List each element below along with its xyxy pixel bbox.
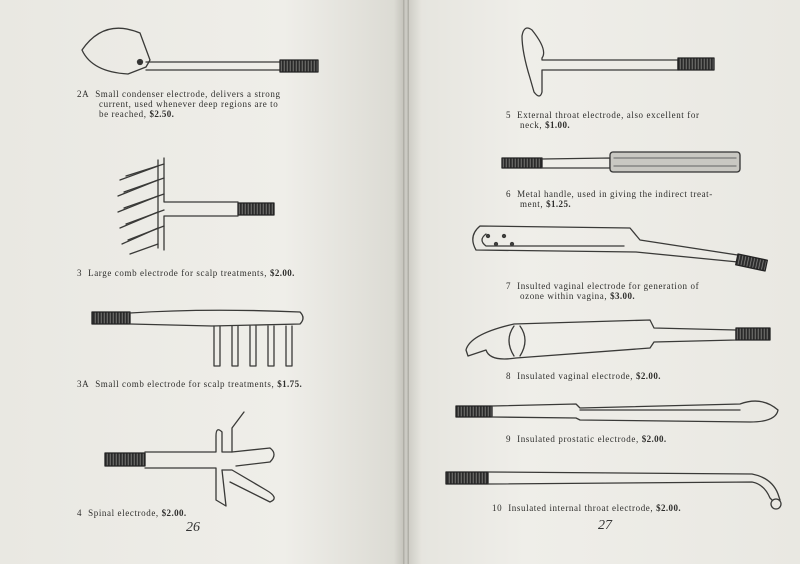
caption-4 (77, 508, 277, 518)
caption-text: Metal handle, used in giving the indirect treat- (517, 189, 713, 199)
insulated-vaginal-ozone-electrode-illustration (473, 226, 768, 271)
caption-5 (506, 110, 746, 130)
page-number-left: 26 (186, 520, 200, 535)
caption-10 (492, 503, 752, 513)
small-comb-electrode-illustration (92, 310, 303, 366)
caption-text: External throat electrode, also excellent for (517, 110, 700, 120)
metal-handle-illustration (502, 152, 740, 172)
caption-3a (77, 379, 327, 389)
condenser-electrode-illustration (82, 28, 318, 74)
caption-text: be reached, (99, 109, 147, 119)
caption-7 (506, 281, 746, 301)
caption-text: Insulted vaginal electrode for generation of (517, 281, 700, 291)
external-throat-electrode-illustration (522, 28, 714, 96)
price: $2.00. (656, 503, 682, 513)
caption-text: neck, (520, 120, 543, 130)
item-number: 10 (492, 503, 503, 513)
item-number: 9 (506, 434, 512, 444)
item-number: 8 (506, 371, 512, 381)
price: $1.00. (545, 120, 571, 130)
caption-text: Large comb electrode for scalp treatments, (88, 268, 268, 278)
large-comb-electrode-illustration (118, 158, 274, 254)
price: $1.75. (277, 379, 303, 389)
caption-text: ozone within vagina, (520, 291, 608, 301)
price: $2.00. (269, 268, 295, 278)
caption-9 (506, 434, 746, 444)
caption-8 (506, 371, 746, 381)
page-number-right: 27 (598, 518, 612, 533)
caption-6 (506, 189, 746, 209)
item-number: 6 (506, 189, 512, 199)
price: $2.50. (149, 109, 175, 119)
caption-text: Small comb electrode for scalp treatments, (95, 379, 275, 389)
caption-text: ment, (520, 199, 544, 209)
caption-text: Insulated internal throat electrode, (508, 503, 654, 513)
price: $3.00. (610, 291, 635, 301)
item-number: 3 (77, 268, 83, 278)
price: $2.00. (161, 508, 187, 518)
price: $1.25. (546, 199, 572, 209)
item-number: 3A (77, 379, 90, 389)
insulated-prostatic-electrode-illustration (456, 401, 778, 422)
caption-text: Spinal electrode, (88, 508, 159, 518)
insulated-vaginal-electrode-illustration (466, 320, 770, 359)
caption-text: Small condenser electrode, delivers a strong (95, 89, 281, 99)
caption-3 (77, 268, 327, 278)
item-number: 5 (506, 110, 512, 120)
price: $2.00. (641, 434, 667, 444)
spinal-electrode-illustration (105, 412, 274, 506)
price: $2.00. (635, 371, 661, 381)
caption-text: Insulated vaginal electrode, (517, 371, 634, 381)
item-number: 7 (506, 281, 512, 291)
caption-text: current, used whenever deep regions are to (99, 99, 279, 109)
caption-text: Insulated prostatic electrode, (517, 434, 639, 444)
caption-2a (77, 89, 317, 119)
item-number: 4 (77, 508, 83, 518)
item-number: 2A (77, 89, 90, 99)
